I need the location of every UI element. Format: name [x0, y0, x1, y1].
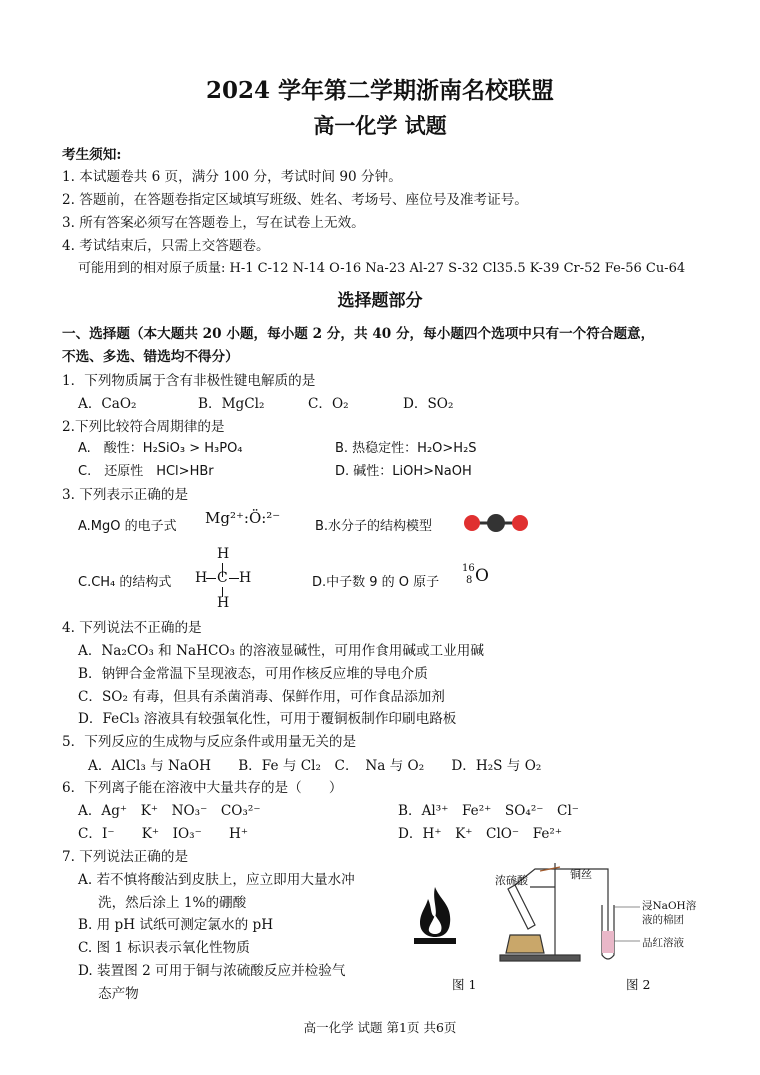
- q6-option-d: D．H⁺ K⁺ ClO⁻ Fe²⁺: [398, 826, 563, 842]
- oxygen-atom-ball: [512, 515, 528, 531]
- label-magenta-solution: 品红溶液: [642, 937, 684, 949]
- part1-instructions-cont: 不选、多选、错选均不得分）: [62, 349, 239, 365]
- q1-option-b: B．MgCl₂: [198, 396, 265, 412]
- exam-subtitle: 高一化学 试题: [313, 113, 447, 138]
- q4-stem: 4. 下列说法不正确的是: [62, 620, 202, 636]
- flame-hazard-icon: [410, 885, 460, 945]
- q7-option-a: A. 若不慎将酸沾到皮肤上，应立即用大量水冲: [78, 872, 355, 888]
- q1-option-c: C．O₂: [308, 396, 349, 412]
- q3-option-d: D.中子数 9 的 O 原子: [312, 575, 440, 590]
- q4-option-a: A．Na₂CO₃ 和 NaHCO₃ 的溶液显碱性，可用作食用碱或工业用碱: [78, 643, 484, 659]
- stand-base: [500, 955, 580, 961]
- q2-option-d: D. 碱性：LiOH>NaOH: [335, 464, 472, 479]
- q2-option-a: A. 酸性：H₂SiO₃ > H₃PO₄: [78, 441, 243, 456]
- q5-options: A．AlCl₃ 与 NaOH B．Fe 与 Cl₂ C． Na 与 O₂ D．H₂S 与 O₂: [88, 758, 542, 774]
- mgo-electron-formula: Mg²⁺:Ö:²⁻: [205, 509, 281, 527]
- reaction-tube: [508, 885, 535, 929]
- atomic-masses: 可能用到的相对原子质量: H-1 C-12 N-14 O-16 Na-23 Al-27 S-32 Cl35.5 K-39 Cr-52 Fe-56 Cu-64: [78, 261, 686, 276]
- q1-stem: 1．下列物质属于含有非极性键电解质的是: [62, 373, 316, 389]
- label-naoh-cotton-cont: 液的棉团: [642, 914, 684, 926]
- q7-option-a-cont: 洗，然后涂上 1%的硼酸: [98, 895, 247, 911]
- notice-item: 4. 考试结束后，只需上交答题卷。: [62, 238, 270, 254]
- notice-item: 3. 所有答案必须写在答题卷上，写在试卷上无效。: [62, 215, 365, 231]
- q4-option-c: C．SO₂ 有毒，但具有杀菌消毒、保鲜作用，可作食品添加剂: [78, 689, 445, 705]
- q3-option-b: B.水分子的结构模型: [315, 519, 433, 534]
- q4-option-b: B．钠钾合金常温下呈现液态，可用作核反应堆的导电介质: [78, 666, 428, 682]
- label-naoh-cotton: 浸NaOH溶: [642, 900, 697, 912]
- label-concentrated-sulfuric-acid: 浓硫酸: [495, 874, 528, 887]
- q3-option-a: A.MgO 的电子式: [78, 519, 177, 534]
- figure-2-caption: 图 2: [626, 977, 651, 992]
- section-title: 选择题部分: [337, 291, 423, 311]
- q1-option-d: D．SO₂: [403, 396, 454, 412]
- part1-instructions: 一、选择题（本大题共 20 小题，每小题 2 分，共 40 分，每小题四个选项中只有一个符合题意，: [62, 326, 655, 342]
- figure-1-caption: 图 1: [452, 977, 477, 992]
- notice-heading: 考生须知:: [62, 147, 122, 163]
- co2-like-molecule-model: [460, 510, 532, 536]
- q2-option-c: C. 还原性 HCl>HBr: [78, 464, 214, 479]
- q3-stem: 3. 下列表示正确的是: [62, 487, 189, 503]
- notice-item: 1. 本试题卷共 6 页，满分 100 分，考试时间 90 分钟。: [62, 169, 402, 185]
- delivery-tube: [515, 869, 608, 945]
- exam-title: 2024 学年第二学期浙南名校联盟: [205, 77, 555, 104]
- q6-stem: 6．下列离子能在溶液中大量共存的是（ ）: [62, 780, 343, 796]
- center-atom-ball: [487, 514, 505, 532]
- oxygen-isotope-notation: 16 8 O: [462, 563, 489, 586]
- notice-item: 2. 答题前，在答题卷指定区域填写班级、姓名、考场号、座位号及准考证号。: [62, 192, 528, 208]
- methane-structural-formula: H H C H H: [195, 546, 252, 611]
- q7-stem: 7. 下列说法正确的是: [62, 849, 189, 865]
- q6-option-b: B．Al³⁺ Fe²⁺ SO₄²⁻ Cl⁻: [398, 803, 579, 819]
- q4-option-d: D．FeCl₃ 溶液具有较强氧化性，可用于覆铜板制作印刷电路板: [78, 711, 457, 727]
- q2-option-b: B. 热稳定性：H₂O>H₂S: [335, 441, 477, 456]
- label-copper-wire: 铜丝: [570, 868, 592, 881]
- q3-option-c: C.CH₄ 的结构式: [78, 575, 172, 590]
- q7-option-d: D. 装置图 2 可用于铜与浓硫酸反应并检验气: [78, 963, 346, 979]
- q7-option-b: B. 用 pH 试纸可测定氯水的 pH: [78, 917, 274, 933]
- oxygen-atom-ball: [464, 515, 480, 531]
- red-dye-solution: [602, 931, 614, 953]
- q6-option-a: A．Ag⁺ K⁺ NO₃⁻ CO₃²⁻: [78, 803, 261, 819]
- alcohol-lamp: [506, 935, 544, 953]
- q5-stem: 5．下列反应的生成物与反应条件或用量无关的是: [62, 734, 357, 750]
- q1-option-a: A．CaO₂: [78, 396, 137, 412]
- q2-stem: 2.下列比较符合周期律的是: [62, 419, 225, 435]
- q7-option-c: C. 图 1 标识表示氧化性物质: [78, 940, 250, 956]
- page-footer: 高一化学 试题 第1页 共6页: [303, 1020, 457, 1035]
- q7-option-d-cont: 态产物: [98, 986, 139, 1002]
- q6-option-c: C．I⁻ K⁺ IO₃⁻ H⁺: [78, 826, 249, 842]
